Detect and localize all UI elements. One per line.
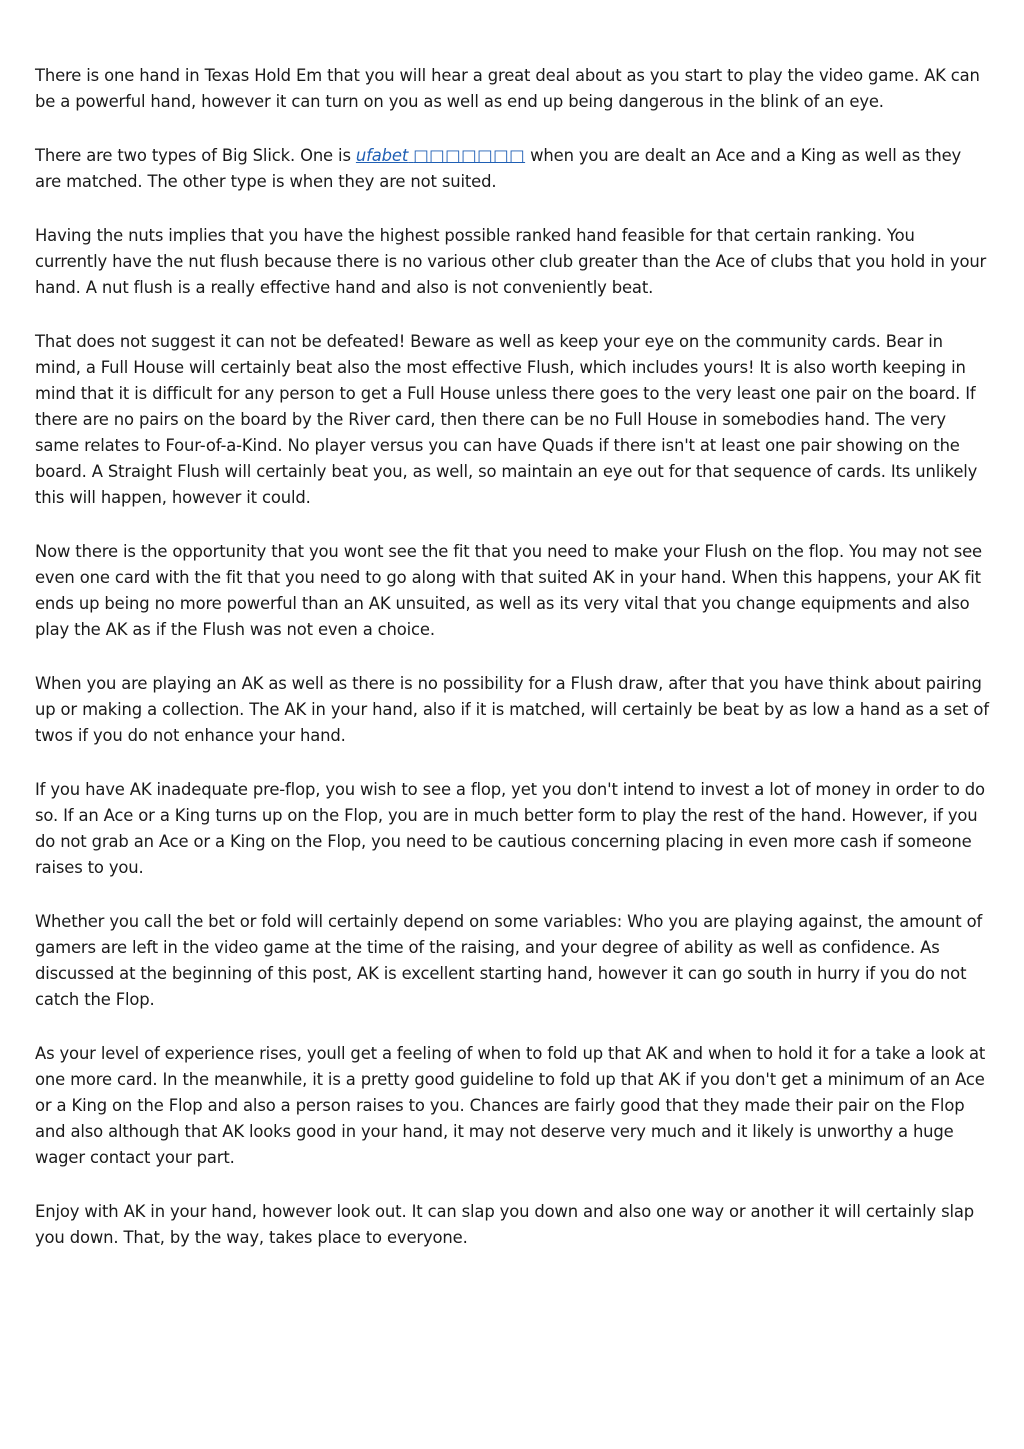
- paragraph-1: There is one hand in Texas Hold Em that you will hear a great deal about as you start to play the video game. AK can be a powerful hand, however it can turn on you as well as end up being dangerous in the blink of an eye.: [35, 66, 980, 111]
- ufabet-link[interactable]: [356, 146, 525, 165]
- paragraph-7: If you have AK inadequate pre-flop, you wish to see a flop, yet you don't intend to invest a lot of money in order to do so. If an Ace or a King turns up on the Flop, you are in much better form to play the rest of the hand. However, if you do not grab an Ace or a King on the Flop, you need to be cautious concerning placing in even more cash if someone raises to you.: [35, 780, 985, 877]
- paragraph-6: When you are playing an AK as well as there is no possibility for a Flush draw, after that you have think about pairing up or making a collection. The AK in your hand, also if it is matched, will certainly be beat by as low a hand as a set of twos if you do not enhance your hand.: [35, 674, 989, 745]
- paragraph-5: Now there is the opportunity that you wont see the fit that you need to make your Flush on the flop. You may not see even one card with the fit that you need to go along with that suited AK in your hand. When this happens, your AK fit ends up being no more powerful than an AK unsuited, as well as its very vital that you change equipments and also play the AK as if the Flush was not even a choice.: [35, 542, 982, 639]
- article-body: [35, 63, 991, 1279]
- ufabet-link-text: ufabet: [355, 146, 409, 165]
- paragraph-4: That does not suggest it can not be defeated! Beware as well as keep your eye on the community cards. Bear in mind, a Full House will certainly beat also the most effective Flush, which includes yours! It is also worth keeping in mind that it is difficult for any person to get a Full House unless there goes to the very least one pair on the board. If there are no pairs on the board by the River card, then there can be no Full House in somebodies hand. The very same relates to Four-of-a-Kind. No player versus you can have Quads if there isn't at least one pair showing on the board. A Straight Flush will certainly beat you, as well, so maintain an eye out for that sequence of cards. Its unlikely this will happen, however it could.: [35, 332, 978, 507]
- paragraph-2: [35, 143, 991, 195]
- ufabet-link-glyphs: □□□□□□□: [413, 146, 526, 165]
- paragraph-2-text-before: There are two types of Big Slick. One is: [35, 146, 356, 165]
- paragraph-10: Enjoy with AK in your hand, however look out. It can slap you down and also one way or another it will certainly slap you down. That, by the way, takes place to everyone.: [35, 1202, 975, 1247]
- paragraph-9: As your level of experience rises, youll get a feeling of when to fold up that AK and when to hold it for a take a look at one more card. In the meanwhile, it is a pretty good guideline to fold up that AK if you don't get a minimum of an Ace or a King on the Flop and also a person raises to you. Chances are fairly good that they made their pair on the Flop and also although that AK looks good in your hand, it may not deserve very much and it likely is unworthy a huge wager contact your part.: [35, 1044, 986, 1167]
- paragraph-8: Whether you call the bet or fold will certainly depend on some variables: Who you are playing against, the amount of gamers are left in the video game at the time of the raising, and your degree of ability as well as confidence. As discussed at the beginning of this post, AK is excellent starting hand, however it can go south in hurry if you do not catch the Flop.: [35, 912, 983, 1009]
- paragraph-3: Having the nuts implies that you have the highest possible ranked hand feasible for that certain ranking. You currently have the nut flush because there is no various other club greater than the Ace of clubs that you hold in your hand. A nut flush is a really effective hand and also is not conveniently beat.: [35, 226, 987, 297]
- paragraph-2-text-after: when you are dealt an Ace and a King as well as they are matched. The other type is when they are not suited.: [35, 146, 962, 191]
